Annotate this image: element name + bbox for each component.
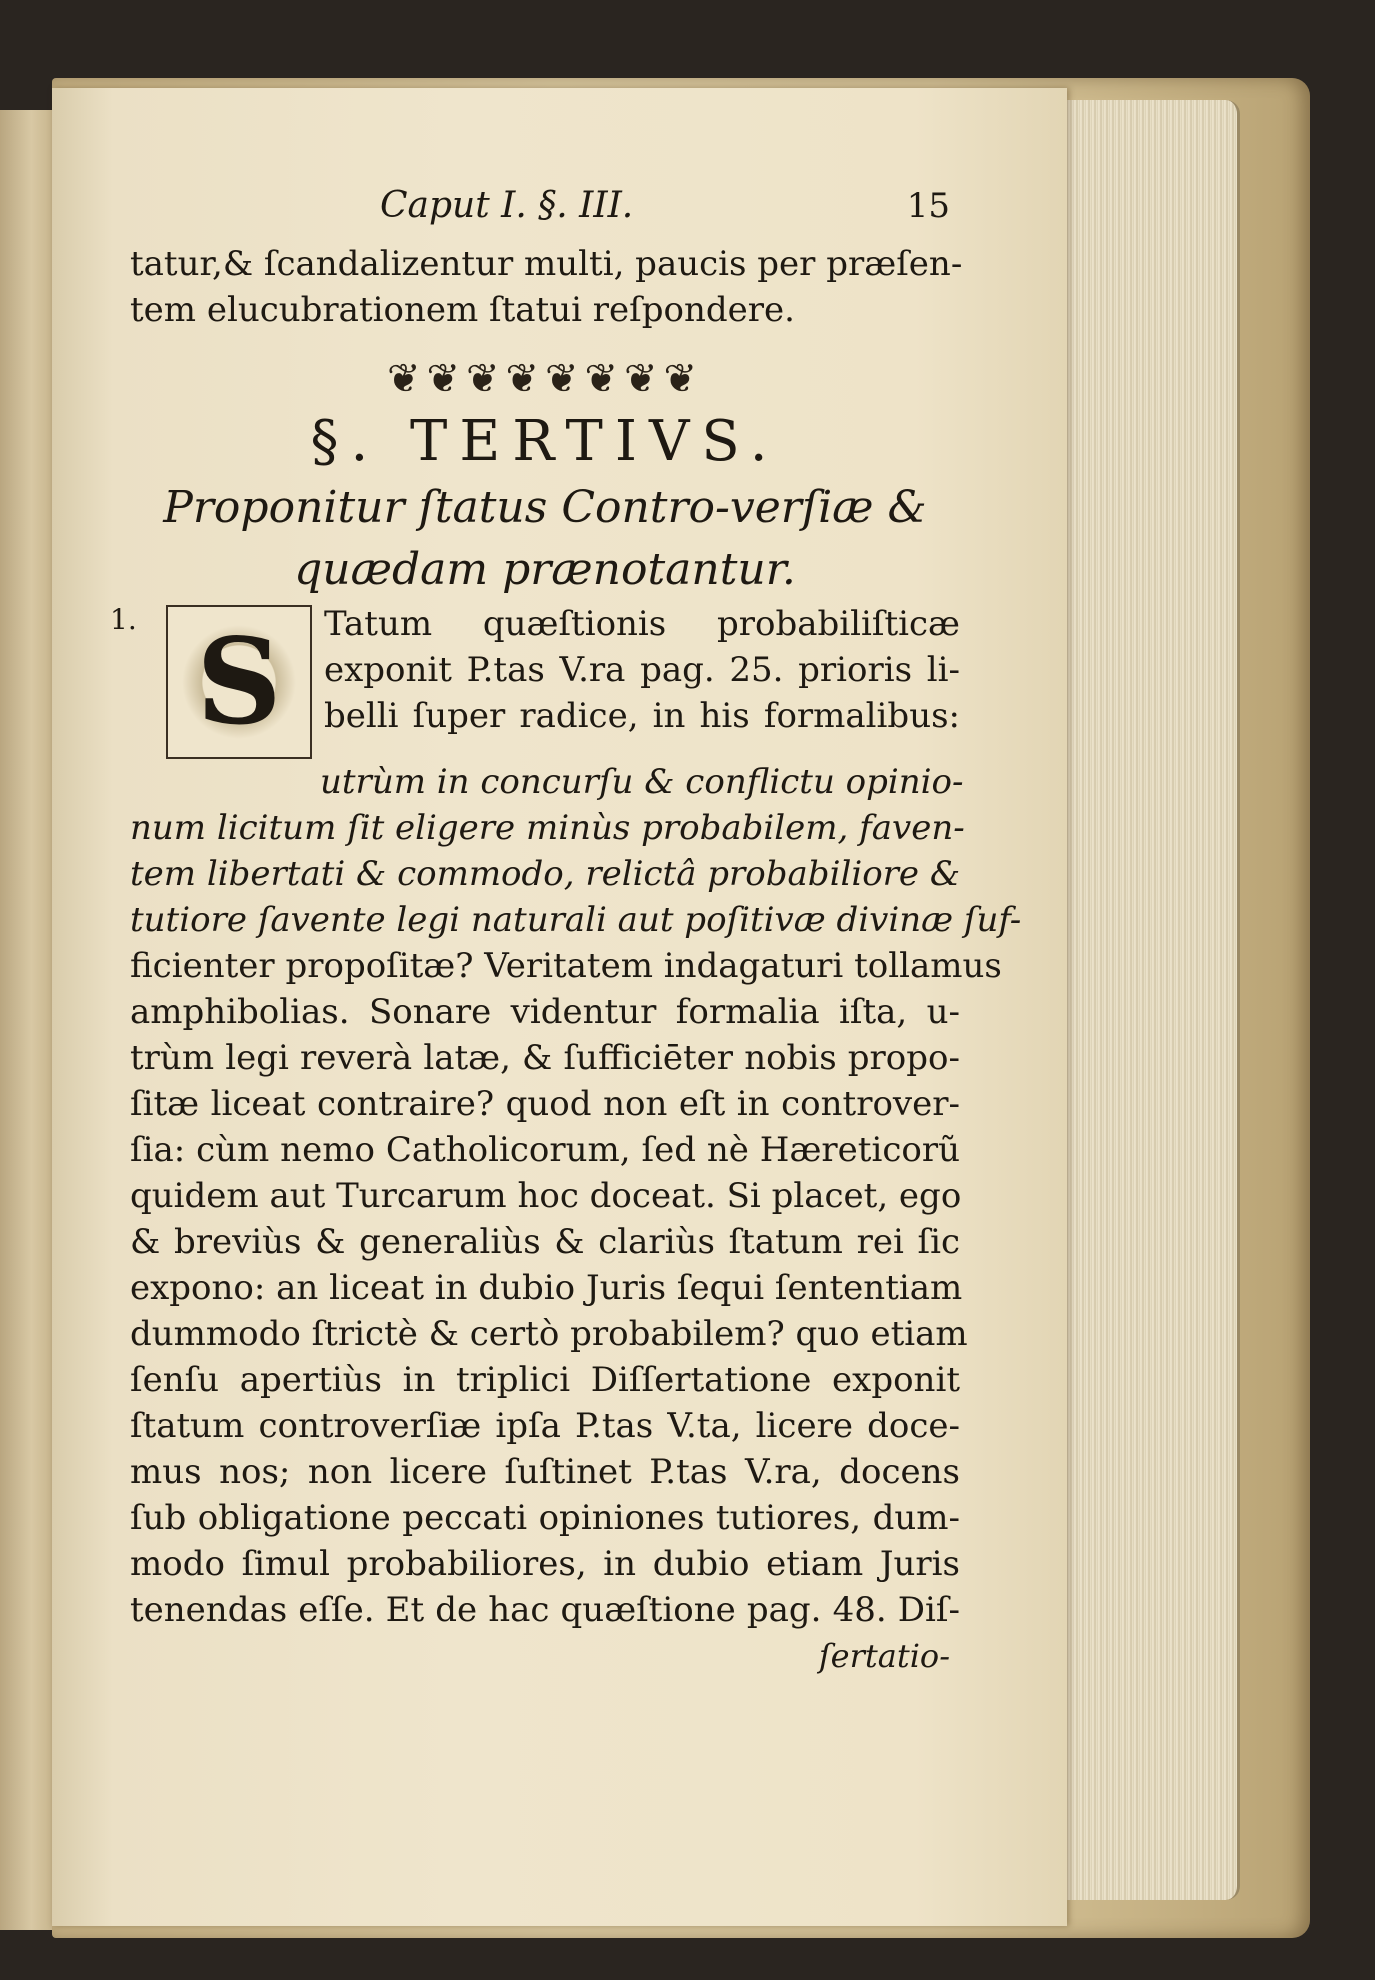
text-line: modo ſimul probabiliores, in dubio etiam Juris [130,1544,960,1584]
ornament-band: ❦❦❦❦❦❦❦❦ [386,356,704,402]
text-line: tutiore ſavente legi naturali aut poſitivæ divinæ ſuf- [130,900,1022,940]
text-line: tem elucubrationem ſtatui reſpondere. [130,290,795,330]
text-line: quidem aut Turcarum hoc doceat. Si placet, ego [130,1176,962,1216]
text-line: & breviùs & generaliùs & clariùs ſtatum rei ſic [130,1222,960,1262]
running-header [130,185,960,241]
section-subtitle: quædam prænotantur. [294,544,796,595]
section-title: §. TERTIVS. [310,409,780,474]
text-line: ſtatum controverſiæ ipſa P.tas V.ta, licere doce- [130,1406,960,1446]
text-line: tatur,& ſcandalizentur multi, paucis per præſen- [130,244,963,284]
dropcap-initial: S [166,605,312,759]
text-block [110,185,1022,1675]
text-line: expono: an liceat in dubio Juris ſequi ſententiam [130,1268,963,1308]
text-line: belli ſuper radice, in his formalibus: [324,696,960,736]
background-right [1310,0,1375,1980]
text-line: trùm legi reverà latæ, & ſufficiēter nobis propo- [130,1038,960,1078]
text-line: ſia: cùm nemo Catholicorum, ſed nè Hæreticorũ [130,1130,960,1170]
text-line: dummodo ſtrictè & certò probabilem? quo etiam [130,1314,968,1354]
text-line: ſub obligatione peccati opiniones tutiores, dum- [130,1498,960,1538]
text-line: exponit P.tas V.ra pag. 25. prioris li- [324,650,960,690]
page-edges [1067,100,1240,1900]
text-line: amphibolias. Sonare videntur formalia iſta, u- [130,992,960,1032]
text-line: ficienter propoſitæ? Veritatem indagaturi tollamus [130,946,1002,986]
text-line: mus nos; non licere ſuſtinet P.tas V.ra, docens [130,1452,960,1492]
section-subtitle: Proponitur ſtatus Contro-verſiæ & [163,482,927,533]
paragraph-number: 1. [110,603,137,636]
text-line: tenendas eſſe. Et de hac quæſtione pag. 48. Diſ- [130,1590,960,1630]
text-line: utrùm in concurſu & conflictu opinio- [320,762,964,802]
facing-page-edge [0,110,54,1930]
text-line: num licitum ſit eligere minùs probabilem, faven- [130,808,965,848]
running-title: Caput I. §. III. [380,185,634,226]
catchword: ſertatio- [818,1637,950,1675]
text-line: ſenſu apertiùs in triplici Diſſertatione exponit [130,1360,960,1400]
text-line: Tatum quæſtionis probabiliſticæ [324,604,960,644]
text-line: ſitæ liceat contraire? quod non eſt in controver- [130,1084,960,1124]
page-number: 15 [906,186,950,226]
paragraph [110,601,1022,1633]
text-line: tem libertati & commodo, relictâ probabiliore & [130,854,961,894]
